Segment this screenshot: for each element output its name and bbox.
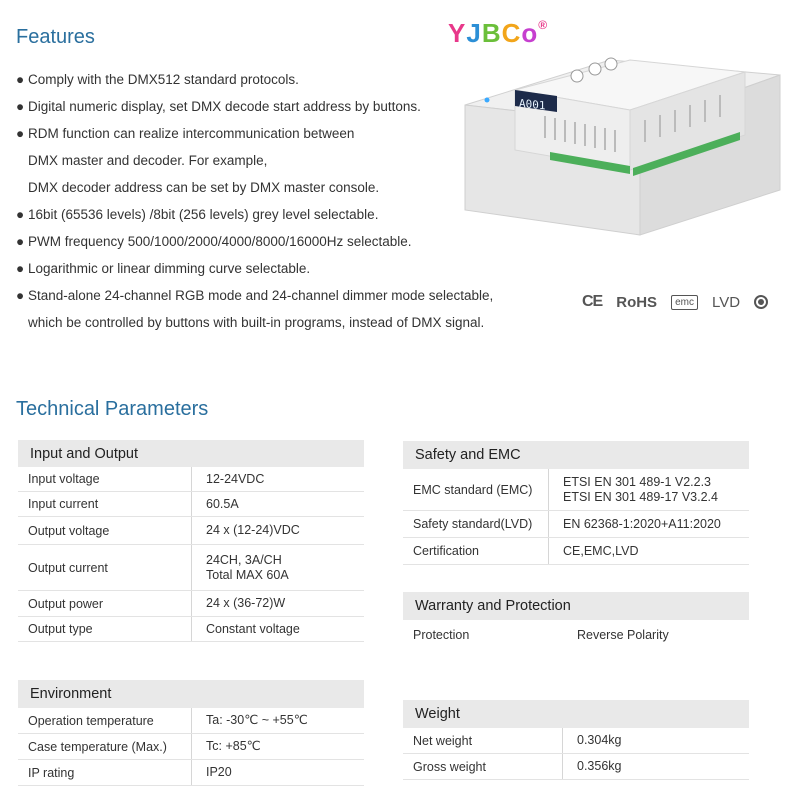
row-label: EMC standard (EMC) [403, 469, 549, 510]
row-value: Reverse Polarity [577, 627, 669, 642]
table-header: Weight [403, 700, 749, 728]
lvd-mark-icon: LVD [711, 293, 741, 311]
table-header: Safety and EMC [403, 441, 749, 469]
logo-letter: o [521, 18, 539, 48]
row-label: Output voltage [18, 517, 192, 544]
row-value: 24CH, 3A/CH Total MAX 60A [206, 552, 289, 582]
row-value: 12-24VDC [206, 471, 265, 486]
row-value: EN 62368-1:2020+A11:2020 [563, 516, 721, 531]
row-label: Case temperature (Max.) [18, 734, 192, 759]
row-value: 0.304kg [577, 733, 622, 747]
table-header: Input and Output [18, 440, 364, 467]
row-label: Operation temperature [18, 708, 192, 733]
table-header: Environment [18, 680, 364, 708]
feature-item: ● Digital numeric display, set DMX decode start address by buttons. [16, 93, 496, 120]
logo-letter: Y [448, 18, 467, 48]
logo-registered-mark: ® [538, 18, 549, 32]
input-output-table [18, 440, 364, 642]
row-label: Gross weight [403, 754, 563, 779]
logo-letter: C [501, 18, 522, 48]
feature-item: which be controlled by buttons with built-in programs, instead of DMX signal. [28, 315, 485, 330]
device-display-text: A001 [519, 96, 546, 113]
feature-item: ● 16bit (65536 levels) /8bit (256 levels) grey level selectable. [16, 201, 496, 228]
features-title: Features [16, 26, 95, 48]
rohs-mark-icon: RoHS [616, 293, 658, 311]
ce-mark-icon: CE [582, 293, 603, 310]
feature-item: ● Comply with the DMX512 standard protocols. [16, 66, 496, 93]
technical-parameters-title: Technical Parameters [16, 398, 209, 420]
row-value: CE,EMC,LVD [563, 543, 639, 558]
bullet-icon: ● [16, 234, 25, 249]
table-row [18, 517, 364, 545]
row-value: 0.356kg [577, 759, 622, 773]
dmx-decoder-device-image [455, 40, 785, 240]
table-row [403, 538, 749, 565]
row-value: 24 x (36-72)W [206, 596, 286, 610]
row-value: Constant voltage [206, 621, 300, 636]
bullet-icon: ● [16, 99, 25, 114]
table-row [18, 492, 364, 517]
table-row [403, 754, 749, 780]
table-row [18, 591, 364, 617]
logo-letter: B [481, 18, 502, 48]
row-label: Certification [403, 538, 549, 564]
safety-emc-table [403, 441, 749, 565]
table-header: Warranty and Protection [403, 592, 749, 620]
table-row [18, 734, 364, 760]
table-row [18, 760, 364, 786]
row-label: Output current [18, 545, 192, 590]
row-label: IP rating [18, 760, 192, 785]
row-value: 24 x (12-24)VDC [206, 523, 300, 537]
bullet-icon: ● [16, 207, 25, 222]
bullet-icon: ● [16, 72, 25, 87]
row-label: Net weight [403, 728, 563, 753]
certification-circle-icon [754, 295, 768, 309]
certification-logos [582, 293, 768, 311]
table-row [403, 620, 749, 650]
feature-item: ● Logarithmic or linear dimming curve selectable. [16, 255, 496, 282]
table-row [403, 469, 749, 511]
feature-item: ● Stand-alone 24-channel RGB mode and 24-channel dimmer mode selectable, [16, 282, 496, 309]
bullet-icon: ● [16, 261, 25, 276]
table-row [403, 728, 749, 754]
feature-item: DMX decoder address can be set by DMX master console. [28, 180, 380, 195]
warranty-protection-table [403, 592, 749, 650]
row-label: Output type [18, 617, 192, 641]
bullet-icon: ● [16, 288, 25, 303]
row-value: Ta: -30℃ ~ +55℃ [206, 713, 308, 727]
feature-item: ● RDM function can realize intercommunication between [16, 120, 496, 147]
row-value: 60.5A [206, 496, 239, 511]
row-label: Input voltage [18, 467, 192, 491]
row-label: Safety standard(LVD) [403, 511, 549, 537]
table-row [403, 511, 749, 538]
table-row [18, 467, 364, 492]
row-value: ETSI EN 301 489-1 V2.2.3 ETSI EN 301 489-17 V3.2.4 [563, 474, 718, 504]
feature-item: ● PWM frequency 500/1000/2000/4000/8000/16000Hz selectable. [16, 228, 496, 255]
table-row [18, 708, 364, 734]
table-row [18, 545, 364, 591]
feature-item: DMX master and decoder. For example, [28, 153, 268, 168]
weight-table [403, 700, 749, 780]
bullet-icon: ● [16, 126, 25, 141]
features-list [16, 66, 496, 336]
row-label: Input current [18, 492, 192, 516]
row-label: Output power [18, 591, 192, 616]
row-value: Tc: +85℃ [206, 739, 261, 753]
row-value: IP20 [206, 765, 232, 779]
environment-table [18, 680, 364, 786]
table-row [18, 617, 364, 642]
logo-letter: J [466, 18, 482, 48]
row-label: Protection [413, 628, 470, 642]
emc-mark-icon: emc [671, 295, 698, 310]
